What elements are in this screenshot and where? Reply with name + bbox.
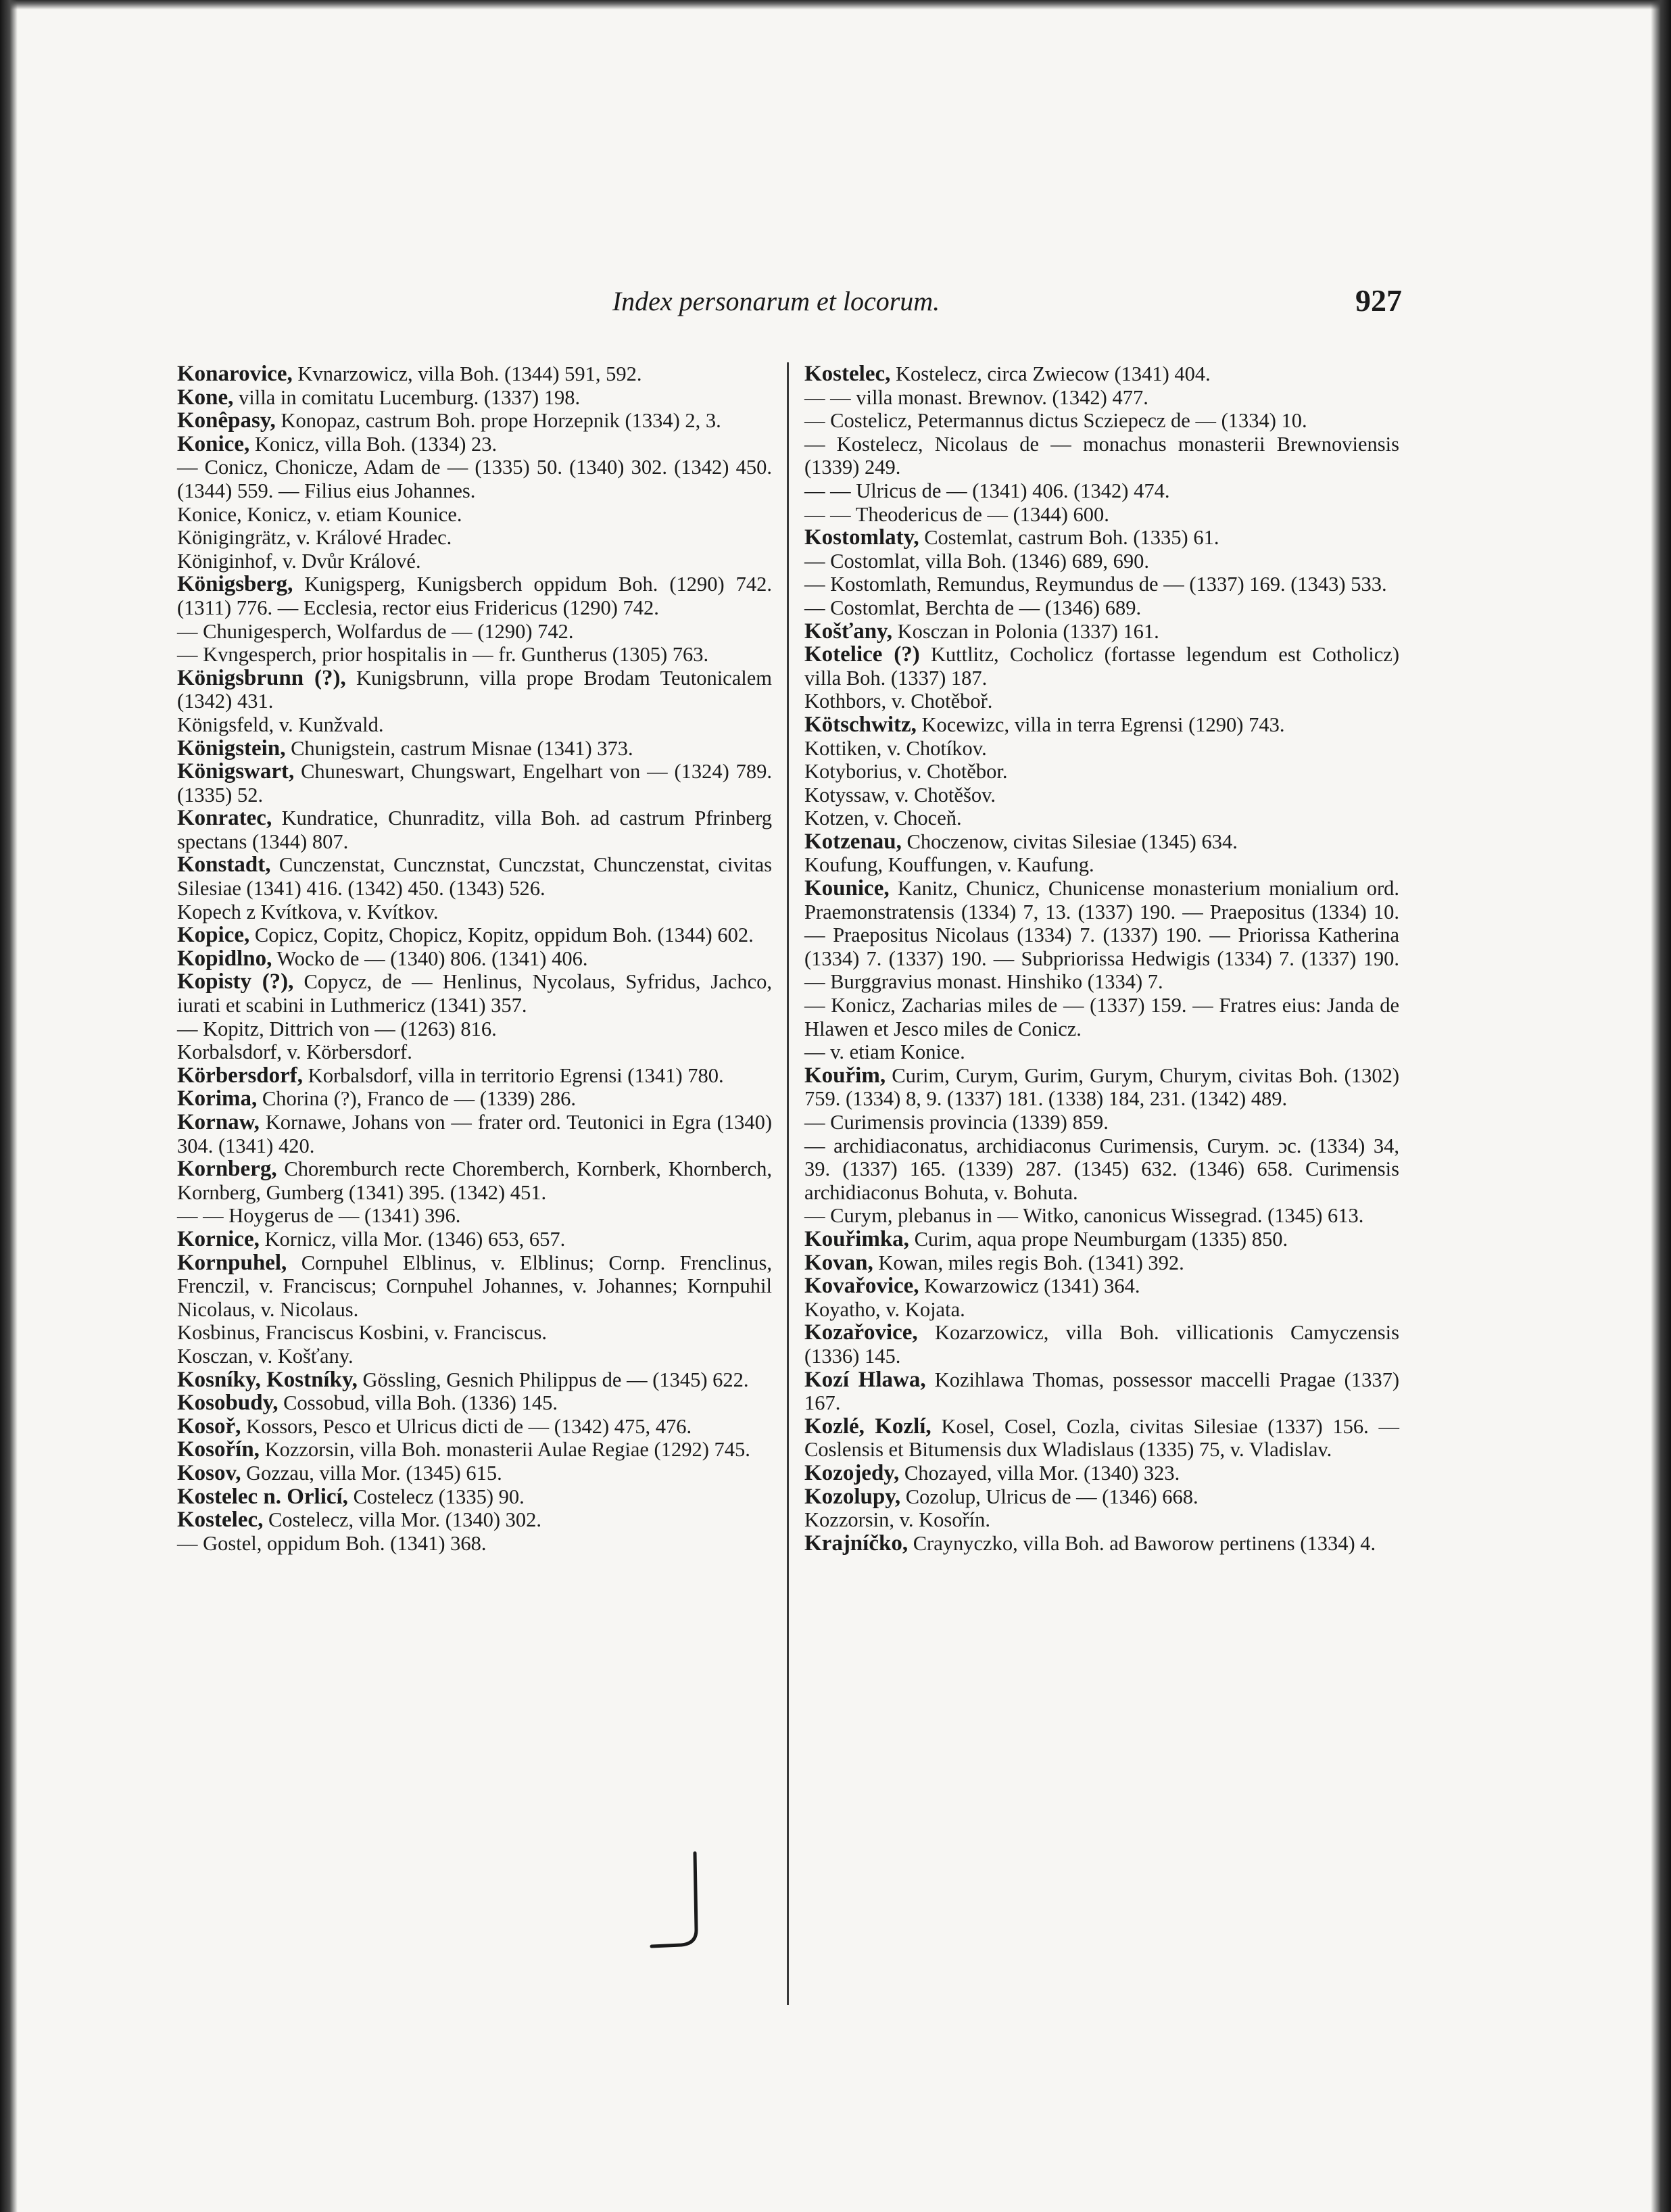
index-entry xyxy=(804,526,1399,550)
index-entry xyxy=(804,409,1399,433)
index-entry xyxy=(804,1134,1399,1205)
entry-headword: Kouřim, xyxy=(804,1063,886,1088)
index-entry xyxy=(177,503,772,527)
entry-text: — archidiaconatus, archidiaconus Curimensis, Curym. ɔc. (1334) 34, 39. (1337) 165. (1339) 287. (1345) 632. (1346) 658. Curimensis archidiaconus Bohuta, v. Bohuta. xyxy=(804,1134,1399,1204)
entry-headword: Konice, xyxy=(177,431,250,456)
index-entry xyxy=(177,362,772,386)
index-entry xyxy=(804,596,1399,620)
entry-headword: Kotzenau, xyxy=(804,829,902,854)
entry-text: Kocewizc, villa in terra Egrensi (1290) 743. xyxy=(916,713,1285,736)
entry-text: Kozarzowicz, villa Boh. villicationis Camyczensis (1336) 145. xyxy=(804,1321,1399,1368)
entry-headword: Kovan, xyxy=(804,1250,873,1275)
entry-text: Kotyssaw, v. Chotěšov. xyxy=(804,783,996,807)
entry-text: Chorina (?), Franco de — (1339) 286. xyxy=(257,1087,577,1111)
entry-headword: Kozolupy, xyxy=(804,1484,901,1509)
index-entry xyxy=(177,1251,772,1322)
index-entry xyxy=(804,1415,1399,1462)
entry-headword: Kostelec n. Orlicí, xyxy=(177,1484,348,1509)
entry-headword: Kozařovice, xyxy=(804,1320,918,1345)
entry-text: — v. etiam Konice. xyxy=(804,1040,965,1064)
index-entry xyxy=(177,807,772,853)
index-entry xyxy=(804,503,1399,527)
entry-text: Kotyborius, v. Chotěbor. xyxy=(804,760,1008,784)
entry-text: Kosbinus, Franciscus Kosbini, v. Franciscus. xyxy=(177,1321,547,1345)
entry-headword: Kostelec, xyxy=(804,362,891,386)
entry-headword: Königswart, xyxy=(177,759,295,784)
index-entry xyxy=(177,620,772,644)
entry-headword: Konstadt, xyxy=(177,852,271,877)
entry-text: villa in comitatu Lucemburg. (1337) 198. xyxy=(233,385,581,409)
index-entry xyxy=(177,1321,772,1345)
index-entry xyxy=(804,433,1399,479)
entry-headword: Kosníky, Kostníky, xyxy=(177,1367,358,1392)
entry-headword: Kornpuhel, xyxy=(177,1250,287,1275)
entry-headword: Kosov, xyxy=(177,1460,241,1485)
entry-text: Cozolup, Ulricus de — (1346) 668. xyxy=(900,1485,1198,1508)
entry-text: Kundratice, Chunraditz, villa Boh. ad castrum Pfrinberg spectans (1344) 807. xyxy=(177,807,772,853)
index-entry xyxy=(804,1485,1399,1509)
entry-text: Kanitz, Chunicz, Chunicense monasterium monialium ord. Praemonstratensis (1334) 7, 13. (1337) 190. — Praepositus (1334) 10. — Praepositus Nicolaus (1334) 7. (1337) 190. — Priorissa Katherina (1334) 7. (1337) 190. — Subpriorissa Hedwigis (1334) 7. (1337) 190. — Burggravius monast. Hinshiko (1334) 7. xyxy=(804,877,1399,994)
entry-headword: Kornaw, xyxy=(177,1110,260,1134)
index-entry xyxy=(177,1368,772,1392)
index-entry xyxy=(804,1321,1399,1368)
entry-text: Copycz, de — Henlinus, Nycolaus, Syfridus, Jachco, iurati et scabini in Luthmericz (1341) 357. xyxy=(177,970,772,1017)
index-entry xyxy=(177,1040,772,1064)
entry-headword: Königsbrunn (?), xyxy=(177,665,346,690)
index-entry xyxy=(177,526,772,550)
index-entry xyxy=(177,1345,772,1368)
entry-text: Königinhof, v. Dvůr Králové. xyxy=(177,549,421,573)
entry-text: Costelecz, villa Mor. (1340) 302. xyxy=(263,1508,542,1532)
index-entry xyxy=(177,1462,772,1485)
index-column-right xyxy=(804,362,1399,1555)
entry-text: Kopech z Kvítkova, v. Kvítkov. xyxy=(177,900,439,923)
entry-text: Kornicz, villa Mor. (1346) 653, 657. xyxy=(259,1227,566,1251)
entry-text: Koufung, Kouffungen, v. Kaufung. xyxy=(804,853,1094,877)
index-entry xyxy=(804,643,1399,690)
index-column-left xyxy=(177,362,772,1555)
entry-text: — Kostelecz, Nicolaus de — monachus monasterii Brewnoviensis (1339) 249. xyxy=(804,432,1399,479)
index-entry xyxy=(177,737,772,761)
entry-headword: Königsberg, xyxy=(177,572,293,597)
entry-text: Chuneswart, Chungswart, Engelhart von — (1324) 789. (1335) 52. xyxy=(177,760,772,807)
scan-edge-right xyxy=(1651,0,1671,2212)
entry-headword: Kosořín, xyxy=(177,1437,260,1462)
index-entry xyxy=(804,1228,1399,1251)
entry-text: Cossobud, villa Boh. (1336) 145. xyxy=(278,1391,558,1415)
index-entry xyxy=(804,1064,1399,1111)
index-entry xyxy=(177,853,772,900)
entry-text: Kozzorsin, v. Kosořín. xyxy=(804,1508,991,1532)
entry-headword: Kouřimka, xyxy=(804,1226,909,1251)
entry-headword: Kozí Hlawa, xyxy=(804,1367,926,1392)
entry-text: Choremburch recte Choremberch, Kornberk, Khornberch, Kornberg, Gumberg (1341) 395. (1342) 451. xyxy=(177,1157,772,1204)
index-entry xyxy=(804,1368,1399,1415)
index-entry xyxy=(804,573,1399,596)
entry-text: — Costomlat, villa Boh. (1346) 689, 690. xyxy=(804,549,1150,573)
index-entry xyxy=(804,853,1399,877)
entry-text: Kunigsbrunn, villa prope Brodam Teutonicalem (1342) 431. xyxy=(177,666,772,713)
index-entry xyxy=(177,573,772,619)
index-entry xyxy=(177,1157,772,1204)
index-entry xyxy=(177,1508,772,1532)
entry-text: Kossors, Pesco et Ulricus dicti de — (1342) 475, 476. xyxy=(241,1414,692,1438)
scan-edge-left xyxy=(0,0,18,2212)
entry-text: Chunigstein, castrum Misnae (1341) 373. xyxy=(285,736,633,760)
entry-text: Cornpuhel Elblinus, v. Elblinus; Cornp. Frenclinus, Frenczil, v. Franciscus; Cornpuhel Johannes, v. Johannes; Kornpuhil Nicolaus, v. Nicolaus. xyxy=(177,1251,772,1321)
handwritten-bracket-mark xyxy=(648,1849,702,1957)
entry-text: Gössling, Gesnich Philippus de — (1345) 622. xyxy=(357,1368,749,1391)
entry-text: Kozzorsin, villa Boh. monasterii Aulae Regiae (1292) 745. xyxy=(259,1438,750,1462)
index-entry xyxy=(177,1228,772,1251)
index-entry xyxy=(177,433,772,456)
entry-text: Kosczan, v. Košťany. xyxy=(177,1344,354,1368)
entry-text: Kowan, miles regis Boh. (1341) 392. xyxy=(873,1251,1184,1274)
entry-headword: Kounice, xyxy=(804,876,890,901)
entry-text: Kuttlitz, Cocholicz (fortasse legendum est Cotholicz) villa Boh. (1337) 187. xyxy=(804,643,1399,690)
index-entry xyxy=(804,1298,1399,1322)
entry-text: Curim, Curym, Gurim, Gurym, Churym, civitas Boh. (1302) 759. (1334) 8, 9. (1337) 181. (1338) 184, 231. (1342) 489. xyxy=(804,1063,1399,1111)
entry-text: Curim, aqua prope Neumburgam (1335) 850. xyxy=(909,1227,1288,1251)
entry-text: Kostelecz, circa Zwiecow (1341) 404. xyxy=(890,362,1211,385)
entry-text: — Kostomlath, Remundus, Reymundus de — (1337) 169. (1343) 533. xyxy=(804,573,1387,596)
entry-headword: Krajníčko, xyxy=(804,1531,909,1556)
entry-text: Korbalsdorf, villa in territorio Egrensi (1341) 780. xyxy=(303,1063,724,1087)
entry-text: Königsfeld, v. Kunžvald. xyxy=(177,713,384,736)
entry-text: Kothbors, v. Chotěboř. xyxy=(804,690,993,713)
entry-headword: Kornice, xyxy=(177,1226,260,1251)
index-entry xyxy=(804,713,1399,737)
index-entry xyxy=(804,994,1399,1040)
entry-text: Cunczenstat, Cuncznstat, Cunczstat, Chunczenstat, civitas Silesiae (1341) 416. (1342) 450. (1343) 526. xyxy=(177,853,772,900)
entry-text: Kotzen, v. Choceň. xyxy=(804,807,962,830)
entry-headword: Körbersdorf, xyxy=(177,1063,304,1088)
index-entry xyxy=(804,1532,1399,1556)
entry-text: Costemlat, castrum Boh. (1335) 61. xyxy=(919,526,1219,550)
entry-headword: Košťany, xyxy=(804,619,892,644)
index-entry xyxy=(177,1391,772,1415)
index-entry xyxy=(177,1532,772,1556)
entry-headword: Konêpasy, xyxy=(177,408,276,433)
index-entry xyxy=(177,1064,772,1088)
entry-headword: Kotelice (?) xyxy=(804,642,920,667)
entry-headword: Königstein, xyxy=(177,736,286,761)
entry-text: — Curimensis provincia (1339) 859. xyxy=(804,1111,1109,1134)
index-entry xyxy=(177,900,772,924)
entry-headword: Kone, xyxy=(177,385,234,410)
index-entry xyxy=(804,1204,1399,1228)
entry-text: — Conicz, Chonicze, Adam de — (1335) 50. (1340) 302. (1342) 450. (1344) 559. — Filius eius Johannes. xyxy=(177,456,772,502)
index-entry xyxy=(804,784,1399,807)
entry-text: Kosel, Cosel, Cozla, civitas Silesiae (1337) 156. — Coslensis et Bitumensis dux Wladislaus (1335) 75, v. Vladislav. xyxy=(804,1414,1399,1462)
entry-text: Chozayed, villa Mor. (1340) 323. xyxy=(899,1461,1180,1485)
index-entry xyxy=(804,1251,1399,1275)
index-entry xyxy=(804,386,1399,410)
entry-headword: Kosobudy, xyxy=(177,1391,278,1416)
index-entry xyxy=(177,1485,772,1509)
index-entry xyxy=(804,1462,1399,1485)
index-entry xyxy=(804,830,1399,854)
entry-headword: Kovařovice, xyxy=(804,1274,919,1299)
entry-text: Wocko de — (1340) 806. (1341) 406. xyxy=(272,946,588,970)
index-entry xyxy=(177,1087,772,1111)
index-entry xyxy=(177,760,772,807)
entry-text: Konicz, villa Boh. (1334) 23. xyxy=(249,432,498,456)
column-divider xyxy=(787,362,789,2005)
entry-headword: Konarovice, xyxy=(177,362,293,386)
index-entry xyxy=(177,1111,772,1157)
entry-text: Kosczan in Polonia (1337) 161. xyxy=(892,619,1159,643)
entry-headword: Kozlé, Kozlí, xyxy=(804,1414,931,1439)
index-entry xyxy=(177,1204,772,1228)
entry-headword: Konratec, xyxy=(177,806,272,831)
index-entry xyxy=(177,456,772,502)
entry-text: — Chunigesperch, Wolfardus de — (1290) 742. xyxy=(177,619,574,643)
index-entry xyxy=(804,760,1399,784)
entry-text: — Gostel, oppidum Boh. (1341) 368. xyxy=(177,1531,487,1555)
index-entry xyxy=(804,877,1399,994)
entry-text: — — Ulricus de — (1341) 406. (1342) 474. xyxy=(804,479,1170,502)
entry-headword: Kötschwitz, xyxy=(804,712,917,737)
entry-text: Konice, Konicz, v. etiam Kounice. xyxy=(177,502,462,526)
entry-text: Kornawe, Johans von — frater ord. Teutonici in Egra (1340) 304. (1341) 420. xyxy=(177,1111,772,1157)
entry-text: Choczenow, civitas Silesiae (1345) 634. xyxy=(901,830,1238,853)
entry-text: — Costomlat, Berchta de — (1346) 689. xyxy=(804,596,1142,619)
index-entry xyxy=(177,409,772,433)
entry-text: Costelecz (1335) 90. xyxy=(347,1485,525,1508)
entry-headword: Kopisty (?), xyxy=(177,969,294,994)
index-entry xyxy=(177,643,772,667)
index-entry xyxy=(804,362,1399,386)
entry-headword: Kopice, xyxy=(177,923,250,948)
entry-text: Gozzau, villa Mor. (1345) 615. xyxy=(241,1461,502,1485)
index-entry xyxy=(804,690,1399,713)
index-entry xyxy=(804,807,1399,830)
index-entry xyxy=(177,667,772,713)
index-entry xyxy=(177,970,772,1017)
entry-text: Kvnarzowicz, villa Boh. (1344) 591, 592. xyxy=(292,362,642,385)
entry-text: Kowarzowicz (1341) 364. xyxy=(919,1274,1140,1298)
entry-text: Konopaz, castrum Boh. prope Horzepnik (1334) 2, 3. xyxy=(275,409,721,433)
index-entry xyxy=(804,550,1399,573)
index-entry xyxy=(804,1508,1399,1532)
entry-text: Korbalsdorf, v. Körbersdorf. xyxy=(177,1040,412,1064)
index-entry xyxy=(177,713,772,737)
entry-text: Königingrätz, v. Králové Hradec. xyxy=(177,526,452,550)
index-entry xyxy=(177,923,772,947)
index-entry xyxy=(177,1415,772,1439)
entry-headword: Kostomlaty, xyxy=(804,525,919,550)
entry-headword: Korima, xyxy=(177,1086,258,1111)
entry-text: — — Theodericus de — (1344) 600. xyxy=(804,502,1109,526)
index-entry xyxy=(804,1040,1399,1064)
entry-text: Kunigsperg, Kunigsberch oppidum Boh. (1290) 742. (1311) 776. — Ecclesia, rector eius Fridericus (1290) 742. xyxy=(177,573,772,619)
running-head: Index personarum et locorum. xyxy=(612,286,940,316)
index-entry xyxy=(177,550,772,573)
entry-headword: Kopidlno, xyxy=(177,946,272,971)
index-entry xyxy=(804,620,1399,644)
entry-text: Kottiken, v. Chotíkov. xyxy=(804,736,987,760)
scan-edge-top xyxy=(0,0,1671,9)
entry-text: — — Hoygerus de — (1341) 396. xyxy=(177,1204,461,1228)
entry-text: — — villa monast. Brewnov. (1342) 477. xyxy=(804,385,1148,409)
entry-text: Koyatho, v. Kojata. xyxy=(804,1297,965,1321)
index-entry xyxy=(177,1017,772,1041)
page-number: 927 xyxy=(1355,283,1402,318)
entry-text: Craynyczko, villa Boh. ad Baworow pertinens (1334) 4. xyxy=(908,1531,1376,1555)
index-entry xyxy=(177,947,772,971)
entry-text: — Curym, plebanus in — Witko, canonicus Wissegrad. (1345) 613. xyxy=(804,1204,1364,1228)
entry-text: Kozihlawa Thomas, possessor maccelli Pragae (1337) 167. xyxy=(804,1368,1399,1415)
index-entry xyxy=(804,1111,1399,1134)
index-entry xyxy=(177,386,772,410)
index-entry xyxy=(804,1274,1399,1298)
entry-text: — Kvngesperch, prior hospitalis in — fr. Guntherus (1305) 763. xyxy=(177,643,709,667)
index-entry xyxy=(804,479,1399,503)
entry-headword: Kostelec, xyxy=(177,1508,264,1533)
entry-text: — Konicz, Zacharias miles de — (1337) 159. — Fratres eius: Janda de Hlawen et Jesco miles de Conicz. xyxy=(804,994,1399,1040)
index-entry xyxy=(804,737,1399,761)
entry-headword: Kornberg, xyxy=(177,1157,277,1182)
index-entry xyxy=(177,1438,772,1462)
entry-text: — Costelicz, Petermannus dictus Scziepecz de — (1334) 10. xyxy=(804,409,1307,433)
entry-text: — Kopitz, Dittrich von — (1263) 816. xyxy=(177,1017,497,1040)
entry-headword: Kosoř, xyxy=(177,1414,241,1439)
entry-text: Copicz, Copitz, Chopicz, Kopitz, oppidum Boh. (1344) 602. xyxy=(249,923,754,947)
entry-headword: Kozojedy, xyxy=(804,1460,900,1485)
